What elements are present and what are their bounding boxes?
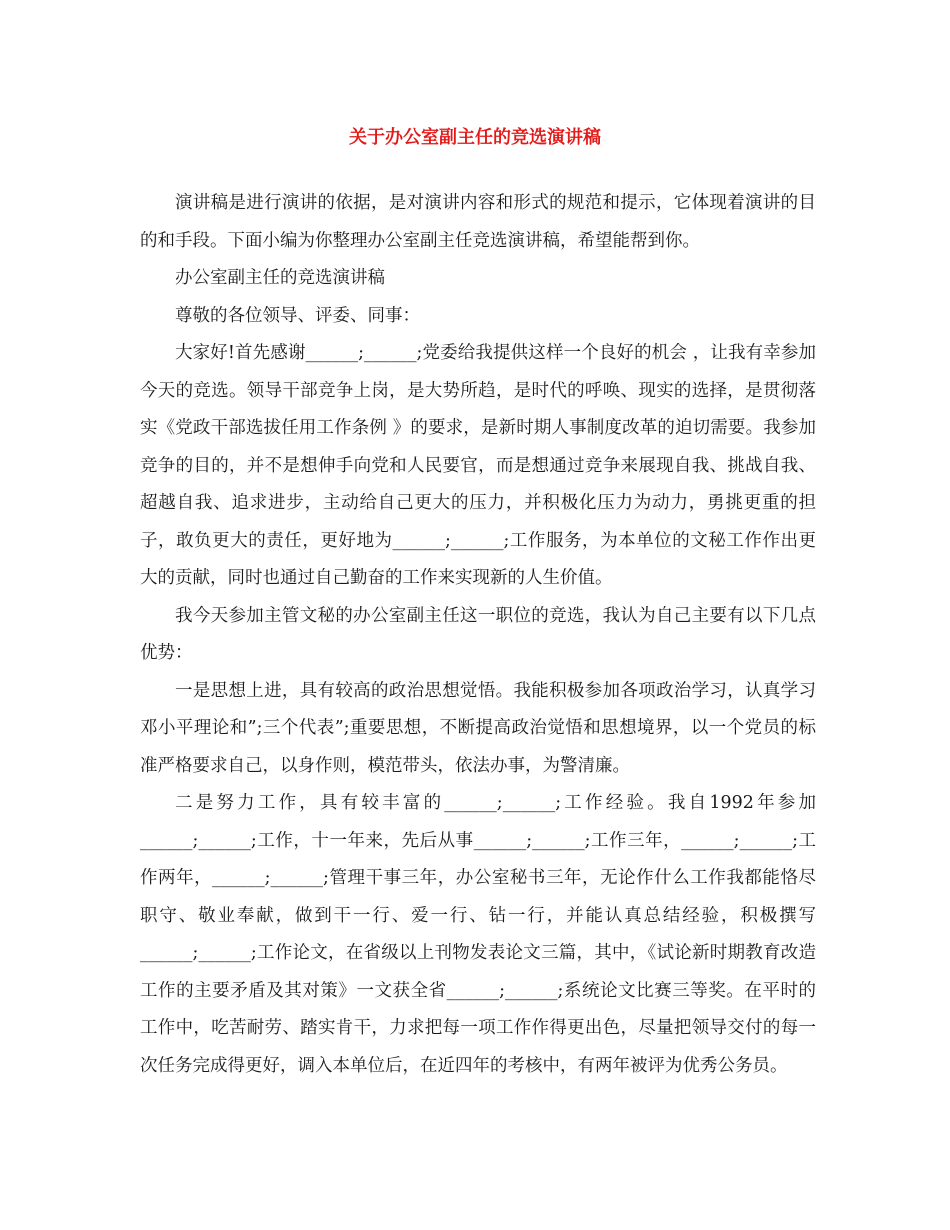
paragraph-speech-title: 办公室副主任的竞选演讲稿: [175, 268, 385, 288]
paragraph-greeting: 大家好!首先感谢______;______;党委给我提供这样一个良好的机会 ，让我有幸参加今天的竞选。领导干部竞争上岗，是大势所趋，是时代的呼唤、现实的选择，是贯彻落实《党政干部选拔任用工作条例 》的要求，是新时期人事制度改革的迫切需要。我参加竞争的目的，并不是想伸手向党和人民要官，而是想通过竞争来展现自我、挑战自我、超越自我、追求进步，主动给自己更大的压力，并积极化压力为动力，勇挑更重的担子，敢负更大的责任，更好地为______;______;工作服务，为本单位的文秘工作作出更大的贡献，同时也通过自己勤奋的工作来实现新的人生价值。: [140, 343, 816, 588]
paragraph-advantage-one: 一是思想上进，具有较高的政治思想觉悟。我能积极参加各项政治学习，认真学习邓小平理论和”;三个代表”;重要思想，不断提高政治觉悟和思想境界，以一个党员的标准严格要求自己，以身作则，模范带头，依法办事，为警清廉。: [140, 680, 816, 776]
paragraph-advantages-intro: 我今天参加主管文秘的办公室副主任这一职位的竞选，我认为自己主要有以下几点优势：: [140, 605, 816, 663]
paragraph-advantage-two: 二是努力工作，具有较丰富的______;______;工作经验。我自1992年参加______;______;工作，十一年来，先后从事______;______;工作三年，______;______;工作两年，______;______;管理干事三年，办公室秘书三年，无论作什么工作我都能恪尽职守、敬业奉献，做到干一行、爱一行、钻一行，并能认真总结经验，积极撰写______;______;工作论文，在省级以上刊物发表论文三篇，其中，《试论新时期教育改造工作的主要矛盾及其对策》一文获全省______;______;系统论文比赛三等奖。在平时的工作中，吃苦耐劳、踏实肯干，力求把每一项工作作得更出色，尽量把领导交付的每一次任务完成得更好，调入本单位后，在近四年的考核中，有两年被评为优秀公务员。: [140, 793, 816, 1076]
document-title: 关于办公室副主任的竞选演讲稿: [349, 127, 601, 148]
paragraph-salutation: 尊敬的各位领导、评委、同事：: [175, 305, 420, 326]
document-body: [140, 185, 816, 1085]
paragraph-intro: 演讲稿是进行演讲的依据，是对演讲内容和形式的规范和提示，它体现着演讲的目的和手段。下面小编为你整理办公室副主任竞选演讲稿，希望能帮到你。: [140, 193, 816, 251]
